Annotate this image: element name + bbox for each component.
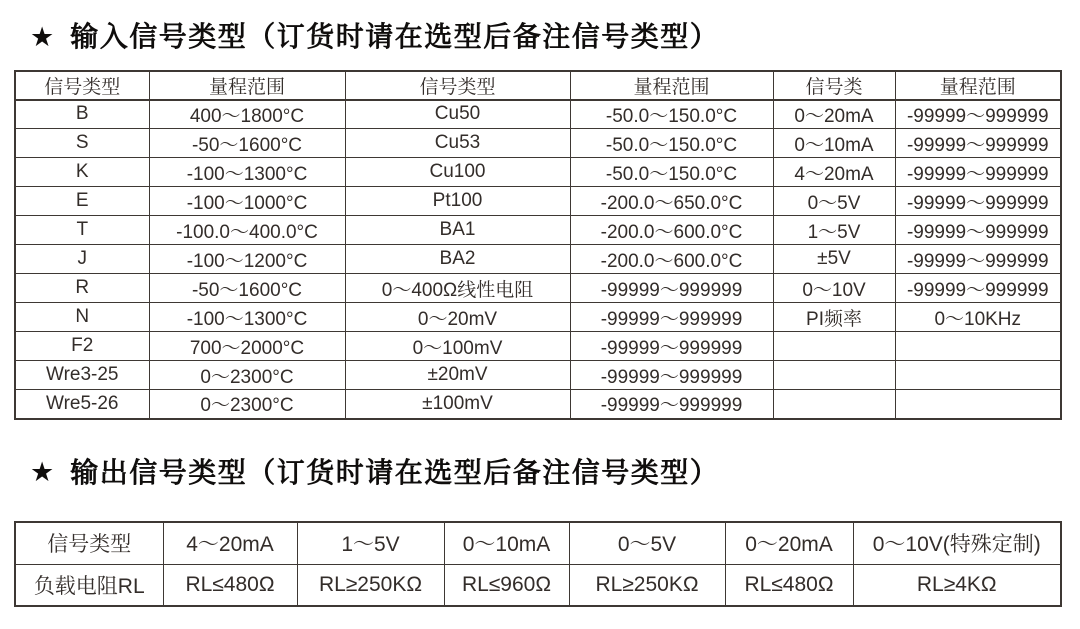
table-cell: RL≤960Ω [444, 564, 569, 606]
table-cell: 0～5V [569, 522, 725, 564]
table-cell [773, 390, 895, 419]
table-row [15, 245, 1061, 274]
table-cell: -100～1300°C [149, 158, 345, 187]
table-cell: Cu53 [345, 129, 570, 158]
table-cell: RL≥250KΩ [569, 564, 725, 606]
table-cell: Cu50 [345, 100, 570, 129]
table-cell [895, 361, 1061, 390]
table-cell: ±100mV [345, 390, 570, 419]
input-signal-title-text: 输入信号类型（订货时请在选型后备注信号类型） [70, 21, 720, 52]
table-cell: -100～1200°C [149, 245, 345, 274]
table-cell: 信号类型 [15, 522, 163, 564]
table-cell: 1～5V [773, 216, 895, 245]
table-cell: B [15, 100, 149, 129]
table-cell [773, 332, 895, 361]
table-cell: 4～20mA [773, 158, 895, 187]
table-cell: -100～1300°C [149, 303, 345, 332]
header-cell: 信号类型 [15, 71, 149, 100]
table-cell: 0～400Ω线性电阻 [345, 274, 570, 303]
table-cell: 400～1800°C [149, 100, 345, 129]
table-cell: -99999～999999 [895, 158, 1061, 187]
input-table-body [15, 100, 1061, 419]
table-cell: BA2 [345, 245, 570, 274]
table-cell: Wre3-25 [15, 361, 149, 390]
table-cell: 0～20mA [773, 100, 895, 129]
table-row [15, 129, 1061, 158]
table-cell: -50～1600°C [149, 274, 345, 303]
table-cell: R [15, 274, 149, 303]
table-cell: 0～100mV [345, 332, 570, 361]
table-cell: -99999～999999 [895, 245, 1061, 274]
table-cell: RL≥250KΩ [297, 564, 444, 606]
table-cell: 4～20mA [163, 522, 297, 564]
table-row [15, 522, 1061, 564]
table-cell: 0～20mV [345, 303, 570, 332]
table-cell [773, 361, 895, 390]
output-signal-title-text: 输出信号类型（订货时请在选型后备注信号类型） [70, 456, 720, 488]
table-cell: Cu100 [345, 158, 570, 187]
table-cell: Pt100 [345, 187, 570, 216]
table-row [15, 332, 1061, 361]
table-cell [895, 332, 1061, 361]
table-cell: RL≤480Ω [725, 564, 853, 606]
table-row [15, 158, 1061, 187]
table-cell: RL≥4KΩ [853, 564, 1061, 606]
header-cell: 量程范围 [570, 71, 773, 100]
table-cell: 0～10V(特殊定制) [853, 522, 1061, 564]
input-signal-title [30, 0, 1080, 54]
table-cell: S [15, 129, 149, 158]
table-cell: 1～5V [297, 522, 444, 564]
table-row [15, 274, 1061, 303]
table-cell: -99999～999999 [895, 216, 1061, 245]
table-row [15, 303, 1061, 332]
table-cell: 0～10mA [773, 129, 895, 158]
table-cell: 700～2000°C [149, 332, 345, 361]
table-cell: RL≤480Ω [163, 564, 297, 606]
table-cell: -50.0～150.0°C [570, 129, 773, 158]
output-signal-title [30, 456, 1080, 490]
table-cell: -99999～999999 [895, 187, 1061, 216]
header-cell: 信号类型 [345, 71, 570, 100]
table-cell: -200.0～650.0°C [570, 187, 773, 216]
table-cell: -200.0～600.0°C [570, 245, 773, 274]
table-cell: 0～10KHz [895, 303, 1061, 332]
table-row [15, 187, 1061, 216]
table-cell: J [15, 245, 149, 274]
table-cell: -200.0～600.0°C [570, 216, 773, 245]
table-row [15, 390, 1061, 419]
table-cell: T [15, 216, 149, 245]
table-row [15, 564, 1061, 606]
header-cell: 量程范围 [895, 71, 1061, 100]
table-cell: -50.0～150.0°C [570, 158, 773, 187]
input-signal-table [14, 70, 1062, 420]
table-cell: BA1 [345, 216, 570, 245]
table-row [15, 100, 1061, 129]
table-cell: 0～2300°C [149, 361, 345, 390]
table-cell: -99999～999999 [895, 129, 1061, 158]
table-cell: -100～1000°C [149, 187, 345, 216]
table-cell: PI频率 [773, 303, 895, 332]
table-cell [895, 390, 1061, 419]
table-cell: F2 [15, 332, 149, 361]
table-cell: Wre5-26 [15, 390, 149, 419]
table-cell: 0～2300°C [149, 390, 345, 419]
table-cell: 0～20mA [725, 522, 853, 564]
table-cell: N [15, 303, 149, 332]
table-cell: 0～10V [773, 274, 895, 303]
table-cell: K [15, 158, 149, 187]
star-icon: ★ [30, 21, 55, 52]
output-signal-table [14, 521, 1062, 607]
table-header-row [15, 71, 1061, 100]
table-cell: E [15, 187, 149, 216]
table-cell: -99999～999999 [570, 274, 773, 303]
table-cell: ±20mV [345, 361, 570, 390]
table-row [15, 361, 1061, 390]
table-cell: -50.0～150.0°C [570, 100, 773, 129]
header-cell: 信号类 [773, 71, 895, 100]
star-icon: ★ [30, 457, 55, 488]
table-cell: 0～10mA [444, 522, 569, 564]
table-cell: -99999～999999 [570, 332, 773, 361]
table-cell: -50～1600°C [149, 129, 345, 158]
table-cell: -99999～999999 [895, 100, 1061, 129]
table-cell: -99999～999999 [570, 361, 773, 390]
table-cell: 0～5V [773, 187, 895, 216]
table-cell: -99999～999999 [570, 390, 773, 419]
table-cell: 负载电阻RL [15, 564, 163, 606]
table-row [15, 216, 1061, 245]
table-cell: -99999～999999 [570, 303, 773, 332]
input-table-header [15, 71, 1061, 100]
output-table-body [15, 522, 1061, 606]
header-cell: 量程范围 [149, 71, 345, 100]
table-cell: ±5V [773, 245, 895, 274]
table-cell: -99999～999999 [895, 274, 1061, 303]
table-cell: -100.0～400.0°C [149, 216, 345, 245]
